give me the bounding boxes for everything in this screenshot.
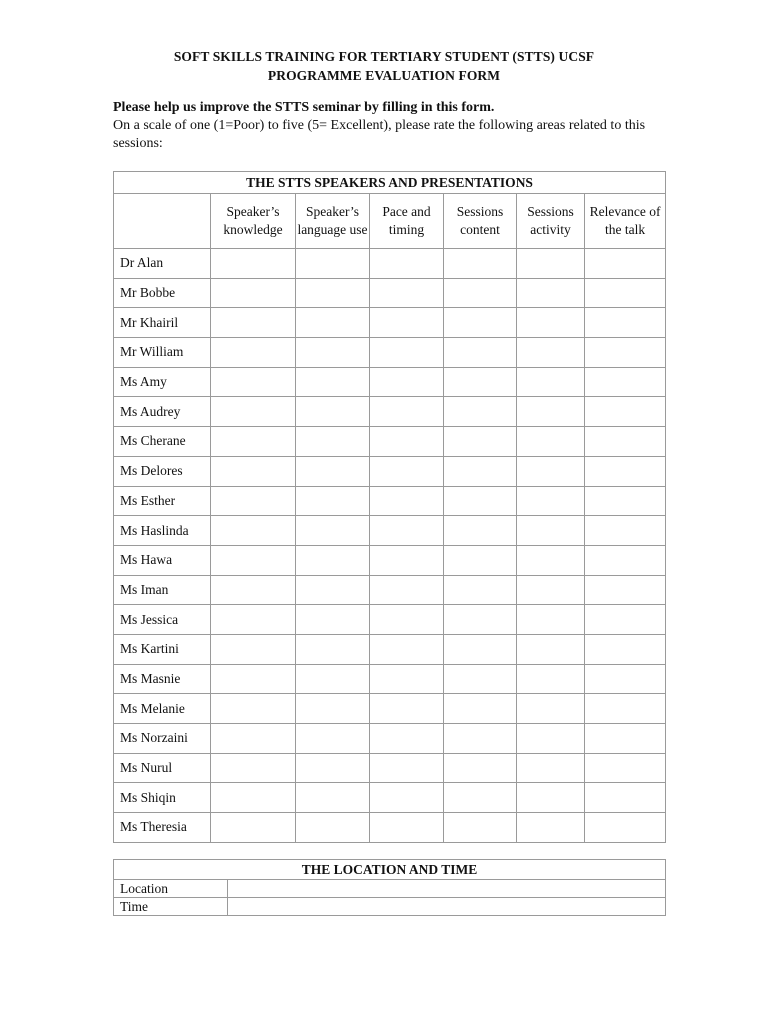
rating-cell[interactable] [211, 724, 296, 754]
rating-cell[interactable] [370, 724, 444, 754]
speaker-name: Ms Iman [114, 575, 211, 605]
speaker-row [114, 278, 666, 308]
rating-cell[interactable] [444, 486, 517, 516]
rating-cell[interactable] [370, 753, 444, 783]
speaker-name: Mr William [114, 338, 211, 368]
speaker-row [114, 813, 666, 843]
rating-cell[interactable] [585, 634, 666, 664]
rating-cell[interactable] [585, 575, 666, 605]
rating-cell[interactable] [517, 278, 585, 308]
rating-cell[interactable] [211, 456, 296, 486]
rating-cell[interactable] [585, 724, 666, 754]
rating-cell[interactable] [296, 545, 370, 575]
rating-cell[interactable] [296, 694, 370, 724]
speaker-name: Mr Khairil [114, 308, 211, 338]
location-time-row [114, 898, 666, 916]
speaker-name: Ms Amy [114, 367, 211, 397]
location-time-table [113, 859, 666, 916]
rating-cell[interactable] [585, 249, 666, 279]
form-title [0, 47, 768, 85]
rating-cell[interactable] [296, 664, 370, 694]
rating-cell[interactable] [517, 397, 585, 427]
rating-cell[interactable] [444, 427, 517, 457]
speaker-row [114, 367, 666, 397]
form-title-line-2: PROGRAMME EVALUATION FORM [267, 68, 501, 83]
speaker-name: Ms Cherane [114, 427, 211, 457]
rating-cell[interactable] [517, 308, 585, 338]
rating-cell[interactable] [585, 753, 666, 783]
rating-cell[interactable] [444, 664, 517, 694]
speaker-name: Ms Hawa [114, 545, 211, 575]
rating-cell[interactable] [296, 605, 370, 635]
rating-cell[interactable] [444, 545, 517, 575]
rating-cell[interactable] [585, 427, 666, 457]
rating-cell[interactable] [370, 486, 444, 516]
rating-cell[interactable] [211, 338, 296, 368]
speaker-name: Ms Jessica [114, 605, 211, 635]
rating-cell[interactable] [211, 575, 296, 605]
rating-cell[interactable] [211, 605, 296, 635]
rating-cell[interactable] [517, 813, 585, 843]
rating-cell[interactable] [517, 338, 585, 368]
rating-cell[interactable] [444, 249, 517, 279]
rating-cell[interactable] [517, 694, 585, 724]
column-header: Relevance of the talk [585, 194, 666, 249]
speaker-row [114, 338, 666, 368]
speakers-rating-table [113, 171, 666, 843]
rating-cell[interactable] [370, 634, 444, 664]
rating-cell[interactable] [296, 486, 370, 516]
speaker-name: Ms Esther [114, 486, 211, 516]
rating-cell[interactable] [370, 516, 444, 546]
rating-cell[interactable] [211, 516, 296, 546]
rating-cell[interactable] [585, 486, 666, 516]
location-time-entry-cell[interactable] [228, 898, 666, 916]
rating-cell[interactable] [585, 605, 666, 635]
rating-cell[interactable] [517, 575, 585, 605]
column-header: Speaker’s knowledge [211, 194, 296, 249]
rating-cell[interactable] [370, 427, 444, 457]
rating-cell[interactable] [585, 308, 666, 338]
speaker-name: Ms Nurul [114, 753, 211, 783]
rating-cell[interactable] [517, 516, 585, 546]
rating-cell[interactable] [444, 456, 517, 486]
rating-cell[interactable] [296, 308, 370, 338]
rating-cell[interactable] [517, 486, 585, 516]
rating-cell[interactable] [211, 753, 296, 783]
rating-cell[interactable] [296, 813, 370, 843]
rating-cell[interactable] [444, 575, 517, 605]
rating-cell[interactable] [585, 456, 666, 486]
rating-cell[interactable] [211, 367, 296, 397]
rating-cell[interactable] [585, 694, 666, 724]
rating-cell[interactable] [211, 427, 296, 457]
rating-cell[interactable] [211, 397, 296, 427]
speaker-row [114, 456, 666, 486]
rating-cell[interactable] [444, 367, 517, 397]
speaker-row [114, 664, 666, 694]
location-time-row [114, 880, 666, 898]
rating-cell[interactable] [211, 486, 296, 516]
rating-cell[interactable] [296, 397, 370, 427]
speakers-table-header-row [114, 194, 666, 249]
location-time-entry-cell[interactable] [228, 880, 666, 898]
rating-cell[interactable] [296, 427, 370, 457]
rating-cell[interactable] [296, 516, 370, 546]
rating-cell[interactable] [517, 605, 585, 635]
speaker-name: Dr Alan [114, 249, 211, 279]
speaker-row [114, 605, 666, 635]
rating-cell[interactable] [370, 367, 444, 397]
rating-cell[interactable] [585, 367, 666, 397]
rating-cell[interactable] [444, 634, 517, 664]
rating-cell[interactable] [444, 753, 517, 783]
speaker-name: Ms Melanie [114, 694, 211, 724]
rating-cell[interactable] [517, 427, 585, 457]
speaker-row [114, 397, 666, 427]
location-time-label: Location [114, 880, 228, 898]
speaker-row [114, 249, 666, 279]
speaker-row [114, 516, 666, 546]
rating-cell[interactable] [517, 545, 585, 575]
rating-cell[interactable] [370, 694, 444, 724]
rating-cell[interactable] [370, 308, 444, 338]
speaker-row [114, 575, 666, 605]
rating-cell[interactable] [370, 783, 444, 813]
rating-cell[interactable] [211, 249, 296, 279]
speaker-row [114, 783, 666, 813]
rating-cell[interactable] [585, 516, 666, 546]
speaker-name: Ms Delores [114, 456, 211, 486]
speaker-name: Ms Kartini [114, 634, 211, 664]
speaker-name: Ms Audrey [114, 397, 211, 427]
rating-cell[interactable] [585, 783, 666, 813]
speakers-table-heading: THE STTS SPEAKERS AND PRESENTATIONS [114, 172, 666, 194]
rating-cell[interactable] [370, 813, 444, 843]
rating-cell[interactable] [517, 664, 585, 694]
rating-cell[interactable] [211, 813, 296, 843]
rating-cell[interactable] [211, 545, 296, 575]
speaker-row [114, 486, 666, 516]
speaker-name: Ms Theresia [114, 813, 211, 843]
column-header: Sessions activity [517, 194, 585, 249]
rating-cell[interactable] [517, 634, 585, 664]
rating-cell[interactable] [585, 397, 666, 427]
speaker-name: Ms Norzaini [114, 724, 211, 754]
rating-cell[interactable] [444, 278, 517, 308]
speaker-name: Ms Masnie [114, 664, 211, 694]
form-title-line-1: SOFT SKILLS TRAINING FOR TERTIARY STUDENT (STTS) UCSF [173, 49, 595, 64]
rating-cell[interactable] [444, 813, 517, 843]
speaker-row [114, 724, 666, 754]
rating-cell[interactable] [296, 338, 370, 368]
header-blank-cell [114, 194, 211, 249]
rating-cell[interactable] [211, 308, 296, 338]
location-table-heading: THE LOCATION AND TIME [114, 860, 666, 880]
rating-cell[interactable] [517, 724, 585, 754]
speaker-row [114, 308, 666, 338]
rating-cell[interactable] [211, 664, 296, 694]
speaker-name: Ms Haslinda [114, 516, 211, 546]
rating-cell[interactable] [444, 783, 517, 813]
rating-cell[interactable] [517, 753, 585, 783]
rating-cell[interactable] [370, 249, 444, 279]
speaker-row [114, 753, 666, 783]
column-header: Sessions content [444, 194, 517, 249]
rating-cell[interactable] [370, 278, 444, 308]
rating-cell[interactable] [444, 397, 517, 427]
rating-cell[interactable] [444, 516, 517, 546]
rating-cell[interactable] [296, 278, 370, 308]
rating-cell[interactable] [370, 605, 444, 635]
rating-cell[interactable] [370, 545, 444, 575]
rating-cell[interactable] [296, 753, 370, 783]
rating-cell[interactable] [296, 575, 370, 605]
rating-cell[interactable] [444, 694, 517, 724]
intro-text [113, 99, 673, 153]
rating-cell[interactable] [517, 456, 585, 486]
column-header: Pace and timing [370, 194, 444, 249]
intro-scale-note: On a scale of one (1=Poor) to five (5= Excellent), please rate the following areas related to this sessions: [113, 118, 646, 151]
rating-cell[interactable] [296, 249, 370, 279]
rating-cell[interactable] [370, 664, 444, 694]
rating-cell[interactable] [585, 664, 666, 694]
rating-cell[interactable] [370, 397, 444, 427]
rating-cell[interactable] [444, 308, 517, 338]
rating-cell[interactable] [211, 278, 296, 308]
rating-cell[interactable] [517, 249, 585, 279]
rating-cell[interactable] [585, 545, 666, 575]
rating-cell[interactable] [585, 813, 666, 843]
rating-cell[interactable] [211, 783, 296, 813]
rating-cell[interactable] [585, 338, 666, 368]
rating-cell[interactable] [517, 783, 585, 813]
speaker-row [114, 545, 666, 575]
rating-cell[interactable] [296, 634, 370, 664]
rating-cell[interactable] [296, 456, 370, 486]
rating-cell[interactable] [296, 724, 370, 754]
intro-request: Please help us improve the STTS seminar by filling in this form. [113, 100, 495, 115]
column-header: Speaker’s language use [296, 194, 370, 249]
rating-cell[interactable] [211, 694, 296, 724]
speaker-row [114, 427, 666, 457]
location-time-label: Time [114, 898, 228, 916]
rating-cell[interactable] [370, 338, 444, 368]
rating-cell[interactable] [370, 456, 444, 486]
rating-cell[interactable] [444, 605, 517, 635]
speaker-row [114, 634, 666, 664]
rating-cell[interactable] [444, 338, 517, 368]
rating-cell[interactable] [517, 367, 585, 397]
rating-cell[interactable] [296, 783, 370, 813]
rating-cell[interactable] [296, 367, 370, 397]
rating-cell[interactable] [211, 634, 296, 664]
rating-cell[interactable] [444, 724, 517, 754]
rating-cell[interactable] [370, 575, 444, 605]
speaker-name: Mr Bobbe [114, 278, 211, 308]
speaker-row [114, 694, 666, 724]
rating-cell[interactable] [585, 278, 666, 308]
speaker-name: Ms Shiqin [114, 783, 211, 813]
